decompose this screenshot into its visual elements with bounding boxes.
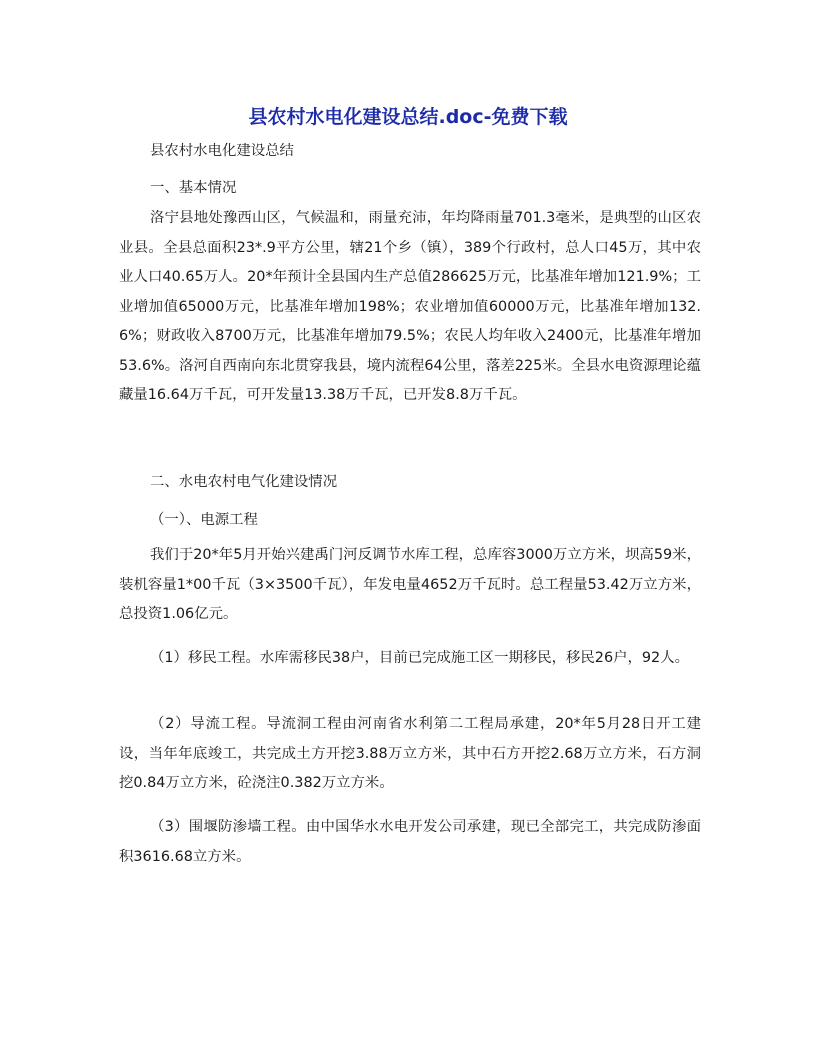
section-heading-electrification: 二、水电农村电气化建设情况 [150, 474, 338, 490]
paragraph-cofferdam: （3）围堰防渗墙工程。由中国华水水电开发公司承建，现已全部完工，共完成防渗面积3616.68立方米。 [119, 819, 701, 865]
subsection-heading-power-source: （一）、电源工程 [150, 512, 258, 528]
section-heading-basic-info: 一、基本情况 [150, 180, 237, 196]
paragraph-resettlement: （1）移民工程。水库需移民38户，目前已完成施工区一期移民，移民26户，92人。 [150, 650, 689, 666]
paragraph-diversion: （2）导流工程。导流洞工程由河南省水利第二工程局承建，20*年5月28日开工建设，当年年底竣工，共完成土方开挖3.88万立方米，其中石方开挖2.68万立方米，石方洞挖0.84万立方米，砼浇注0.382万立方米。 [119, 716, 701, 791]
paragraph-power-source: 我们于20*年5月开始兴建禹门河反调节水库工程，总库容3000万立方米，坝高59米，装机容量1*00千瓦（3×3500千瓦），年发电量4652万千瓦时。总工程量53.42万立方米，总投资1.06亿元。 [119, 547, 701, 622]
document-title: 县农村水电化建设总结.doc-免费下载 [248, 106, 568, 128]
paragraph-basic-info: 洛宁县地处豫西山区，气候温和，雨量充沛，年均降雨量701.3毫米，是典型的山区农业县。全县总面积23*.9平方公里，辖21个乡（镇），389个行政村，总人口45万，其中农业人口40.65万人。20*年预计全县国内生产总值286625万元，比基准年增加121.9%；工业增加值65000万元，比基准年增加198%；农业增加值60000万元，比基准年增加132.6%；财政收入8700万元，比基准年增加79.5%；农民人均年收入2400元，比基准年增加53.6%。洛河自西南向东北贯穿我县，境内流程64公里，落差225米。全县水电资源理论蕴藏量16.64万千瓦，可开发量13.38万千瓦，已开发8.8万千瓦。 [119, 210, 701, 403]
document-subtitle: 县农村水电化建设总结 [150, 143, 294, 159]
